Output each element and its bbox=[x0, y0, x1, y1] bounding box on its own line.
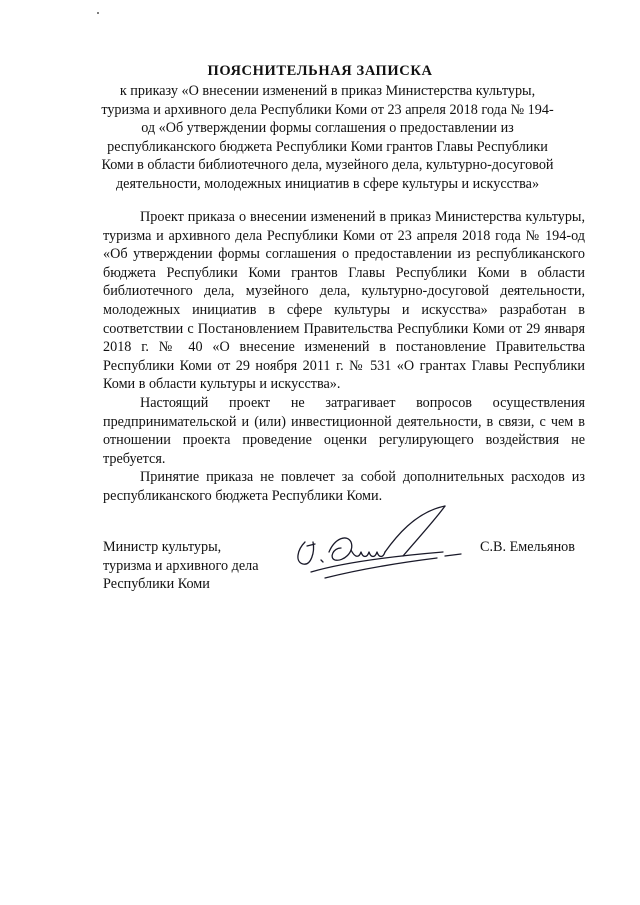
document-title: ПОЯСНИТЕЛЬНАЯ ЗАПИСКА bbox=[207, 63, 433, 79]
signer-name: С.В. Емельянов bbox=[480, 539, 575, 555]
paragraph-1: Проект приказа о внесении изменений в приказ Министерства культуры, туризма и архивного дела Республики Коми от 23 апреля 2018 года № 194-од «Об утверждении формы соглашения о предоставлении из республиканского бюджета Республики Коми грантов Главы Республики Коми в области библиотечного дела, музейного дела, культурно-досуговой деятельности, молодежных инициатив в сфере культуры и искусства» разработан в соответствии с Постановлением Правительства Республики Коми от 29 января 2018 г. № 40 «О внесение изменений в постановление Правительства Республики Коми от 29 ноября 2011 г. № 531 «О грантах Главы Республики Коми в области культуры и искусства». bbox=[103, 209, 585, 393]
paragraph-2: Настоящий проект не затрагивает вопросов осуществления предпринимательской и (или) инвестиционной деятельности, в связи, с чем в отношении проекта проведение оценки регулирующего воздействия не требуется. bbox=[103, 394, 585, 467]
signer-role-line: Министр культуры, bbox=[103, 539, 222, 555]
signer-role bbox=[103, 538, 293, 594]
signer-role-line: Республики Коми bbox=[103, 576, 210, 593]
scan-speck bbox=[97, 12, 99, 14]
document-subtitle: к приказу «О внесении изменений в приказ Министерства культуры, туризма и архивного дела Республики Коми от 23 апреля 2018 года № 194-од «Об утверждении формы соглашения о предоставлении из республиканского бюджета Республики Коми грантов Главы Республики Коми в области библиотечного дела, музейного дела, культурно-досуговой деятельности, молодежных инициатив в сфере культуры и искусства» bbox=[101, 83, 554, 192]
document-body bbox=[103, 208, 585, 506]
signer-role-line: туризма и архивного дела bbox=[103, 557, 259, 574]
handwritten-signature bbox=[285, 500, 475, 590]
paragraph-3: Принятие приказа не повлечет за собой дополнительных расходов из республиканского бюджета Республики Коми. bbox=[103, 469, 585, 504]
